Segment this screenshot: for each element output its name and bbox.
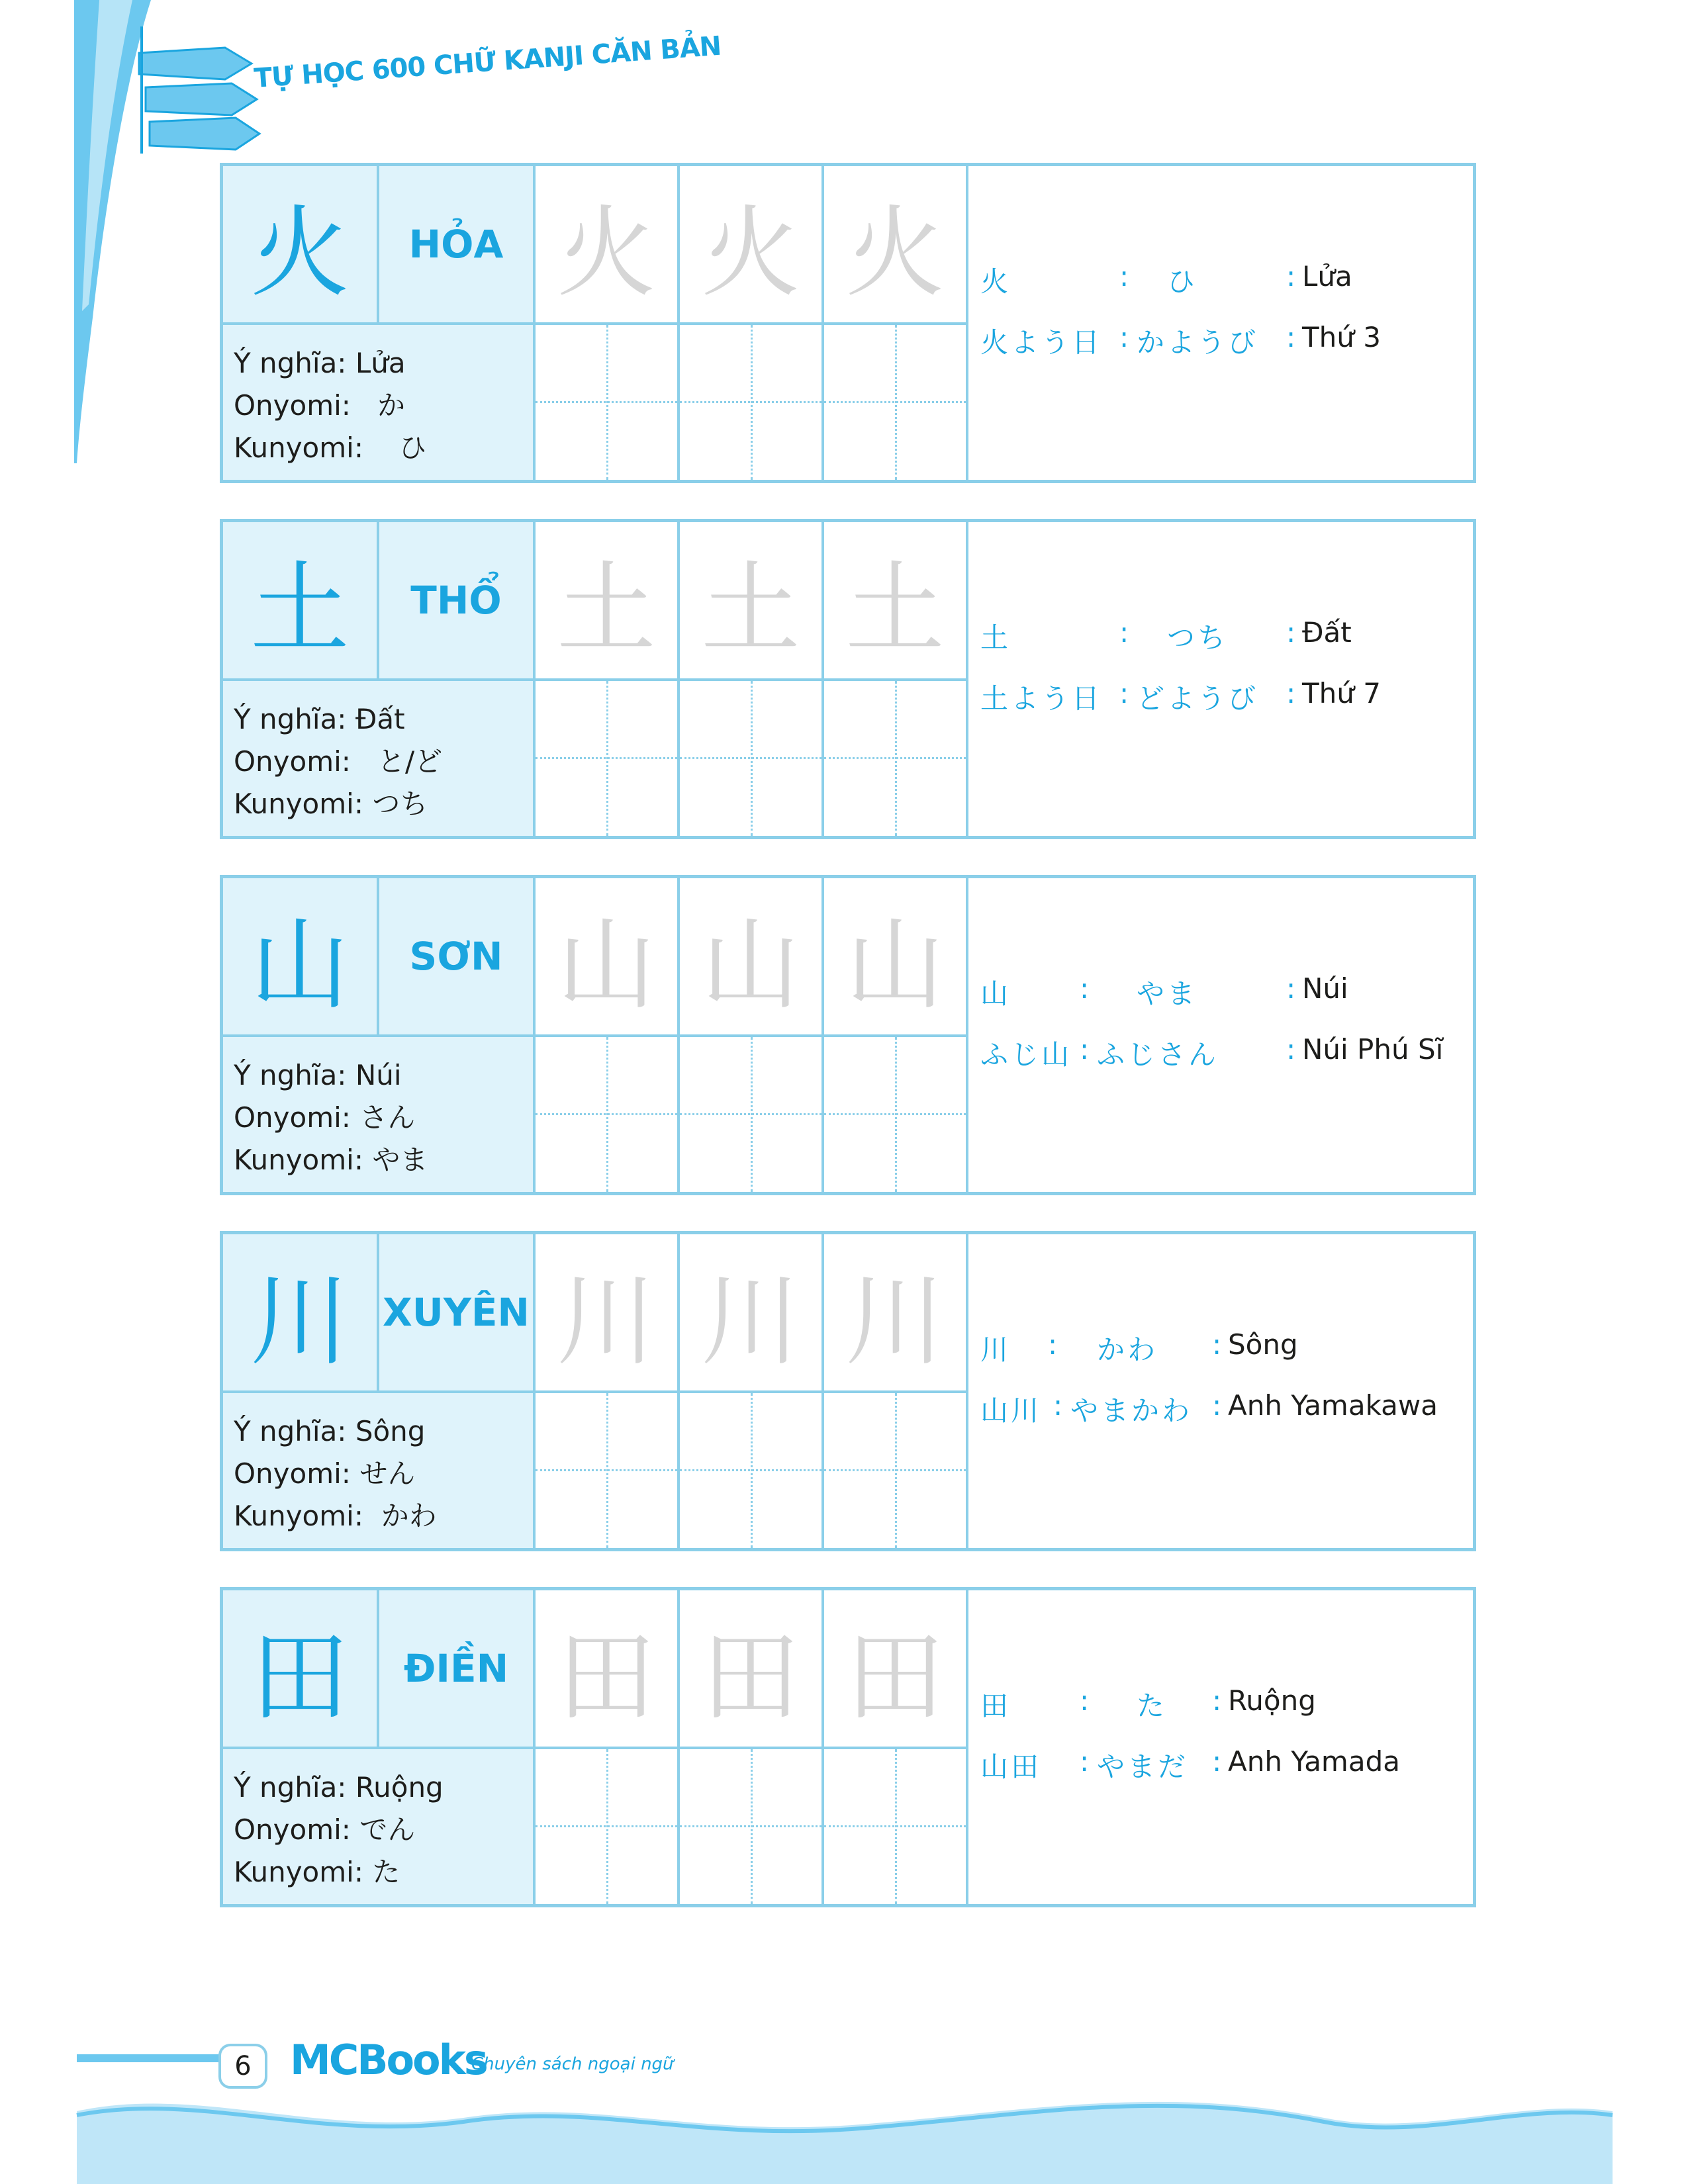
vocab-separator: : [1048,1328,1058,1361]
trace-box: 山 [680,878,824,1037]
hanviet-reading: ĐIỀN [379,1590,536,1749]
brand-logo: MCBooks [290,2036,487,2084]
kunyomi-label: Kunyomi: [234,1500,363,1532]
vocab-row [980,1033,1473,1094]
trace-box: 土 [680,522,824,681]
onyomi-label: Onyomi: [234,389,351,422]
vocab-row [980,1328,1473,1389]
practice-box[interactable] [536,325,680,480]
vocab-separator: : [1119,260,1129,293]
kanji-info [223,1749,536,1904]
vocab-reading: やま [1137,978,1198,1010]
kunyomi-value: た [372,1856,400,1888]
onyomi-value: でん [359,1813,416,1846]
vocab-separator: : [1080,1745,1090,1778]
vocab-separator: : [1286,260,1296,293]
kunyomi-value: かわ [381,1500,437,1532]
vocab-separator: : [1212,1745,1222,1778]
vocab-meaning: Sông [1228,1328,1298,1361]
practice-box[interactable] [536,1749,680,1904]
practice-box[interactable] [536,681,680,836]
practice-box[interactable] [824,1037,968,1192]
carp-streamer-icon [139,26,259,154]
vocab-separator: : [1080,1684,1090,1717]
trace-box: 川 [536,1234,680,1393]
kunyomi-value: ひ [399,432,427,464]
vocab-separator: : [1286,321,1296,353]
kanji-info [223,325,536,480]
meaning-value: Lửa [355,347,406,379]
vocab-word: 山 [980,978,1011,1010]
footer-rule [77,2054,222,2062]
practice-box[interactable] [824,1749,968,1904]
vocab-meaning: Anh Yamada [1228,1745,1400,1778]
vocab-word: 田 [980,1690,1011,1722]
practice-box[interactable] [680,1749,824,1904]
kunyomi-label: Kunyomi: [234,788,363,820]
vocab-meaning: Núi [1302,972,1348,1005]
vocab-row [980,1389,1473,1450]
vocab-word: 火よう日 [980,326,1103,359]
kanji-card [220,1587,1476,1907]
vocab-reading: やまだ [1097,1751,1189,1783]
trace-box: 火 [824,166,968,325]
vocab-word: 火 [980,265,1011,298]
kunyomi-label: Kunyomi: [234,1856,363,1888]
meaning-label: Ý nghĩa: [234,1059,347,1091]
vocab-word: ふじ山 [980,1038,1072,1071]
onyomi-value: せん [359,1457,416,1490]
vocab-separator: : [1080,972,1090,1005]
vocab-separator: : [1119,321,1129,353]
meaning-label: Ý nghĩa: [234,347,347,379]
meaning-value: Sông [355,1415,426,1447]
vocab-reading: つち [1167,621,1229,654]
vocab-word: 土 [980,621,1011,654]
vocab-word: 川 [980,1334,1011,1366]
vocab-row [980,260,1473,321]
brand-tagline: Chuyên sách ngoại ngữ [471,2054,674,2074]
vocab-separator: : [1286,1033,1296,1066]
kunyomi-value: つち [372,788,428,820]
onyomi-label: Onyomi: [234,1813,351,1846]
vocab-list [968,878,1473,1192]
meaning-value: Đất [355,703,405,735]
vocab-meaning: Anh Yamakawa [1228,1389,1438,1422]
kunyomi-label: Kunyomi: [234,1144,363,1176]
hanviet-reading: HỎA [379,166,536,325]
book-title: TỰ HỌC 600 CHỮ KANJI CĂN BẢN [253,30,722,94]
vocab-separator: : [1119,616,1129,649]
practice-box[interactable] [536,1393,680,1548]
vocab-reading: かわ [1097,1334,1158,1366]
vocab-reading: ふじさん [1097,1038,1219,1071]
trace-box: 火 [536,166,680,325]
vocab-word: 土よう日 [980,682,1103,715]
bottom-wave [77,2102,1613,2184]
vocab-meaning: Núi Phú Sĩ [1302,1033,1444,1066]
vocab-meaning: Thứ 3 [1302,321,1381,353]
vocab-row [980,321,1473,382]
trace-box: 田 [824,1590,968,1749]
onyomi-value: さん [359,1101,416,1134]
kanji-character: 火 [223,166,379,325]
page-number: 6 [218,2044,267,2089]
hanviet-reading: THỔ [379,522,536,681]
vocab-separator: : [1080,1033,1090,1066]
trace-box: 川 [824,1234,968,1393]
onyomi-value: か [377,389,406,422]
kanji-card [220,519,1476,839]
practice-box[interactable] [824,325,968,480]
vocab-separator: : [1212,1328,1222,1361]
practice-box[interactable] [824,1393,968,1548]
vocab-list [968,166,1473,480]
vocab-reading: どようび [1137,682,1259,715]
onyomi-label: Onyomi: [234,745,351,778]
vocab-row [980,972,1473,1033]
kanji-card [220,1231,1476,1551]
vocab-meaning: Ruộng [1228,1684,1316,1717]
vocab-list [968,522,1473,836]
kanji-info [223,1037,536,1192]
kanji-character: 山 [223,878,379,1037]
kanji-info [223,681,536,836]
hanviet-reading: XUYÊN [379,1234,536,1393]
practice-box[interactable] [680,325,824,480]
meaning-label: Ý nghĩa: [234,1415,347,1447]
practice-box[interactable] [680,681,824,836]
trace-box: 山 [536,878,680,1037]
meaning-label: Ý nghĩa: [234,703,347,735]
vocab-list [968,1590,1473,1904]
kanji-character: 田 [223,1590,379,1749]
vocab-meaning: Đất [1302,616,1352,649]
vocab-separator: : [1286,677,1296,709]
trace-box: 田 [536,1590,680,1749]
vocab-word: 山川 [980,1394,1042,1427]
vocab-separator: : [1212,1389,1222,1422]
kunyomi-label: Kunyomi: [234,432,363,464]
kanji-card [220,163,1476,483]
practice-box[interactable] [824,681,968,836]
kanji-info [223,1393,536,1548]
hanviet-reading: SƠN [379,878,536,1037]
meaning-value: Ruộng [355,1771,444,1803]
vocab-reading: ひ [1167,265,1198,298]
vocab-reading: かようび [1137,326,1259,359]
practice-box[interactable] [680,1037,824,1192]
meaning-label: Ý nghĩa: [234,1771,347,1803]
vocab-separator: : [1212,1684,1222,1717]
trace-box: 土 [536,522,680,681]
onyomi-label: Onyomi: [234,1101,351,1134]
vocab-row [980,1745,1473,1806]
onyomi-value: と/ど [377,745,443,778]
vocab-word: 山田 [980,1751,1042,1783]
vocab-row [980,1684,1473,1745]
onyomi-label: Onyomi: [234,1457,351,1490]
vocab-meaning: Thứ 7 [1302,677,1381,709]
trace-box: 田 [680,1590,824,1749]
kanji-card [220,875,1476,1195]
trace-box: 山 [824,878,968,1037]
vocab-separator: : [1119,677,1129,709]
kanji-character: 土 [223,522,379,681]
vocab-separator: : [1286,616,1296,649]
vocab-separator: : [1286,972,1296,1005]
trace-box: 川 [680,1234,824,1393]
kunyomi-value: やま [372,1144,428,1176]
meaning-value: Núi [355,1059,402,1091]
practice-box[interactable] [536,1037,680,1192]
trace-box: 土 [824,522,968,681]
vocab-row [980,677,1473,738]
vocab-meaning: Lửa [1302,260,1352,293]
vocab-list [968,1234,1473,1548]
vocab-reading: た [1137,1690,1168,1722]
vocab-row [980,616,1473,677]
kanji-character: 川 [223,1234,379,1393]
vocab-separator: : [1053,1389,1063,1422]
practice-box[interactable] [680,1393,824,1548]
vocab-reading: やまかわ [1070,1394,1193,1427]
trace-box: 火 [680,166,824,325]
